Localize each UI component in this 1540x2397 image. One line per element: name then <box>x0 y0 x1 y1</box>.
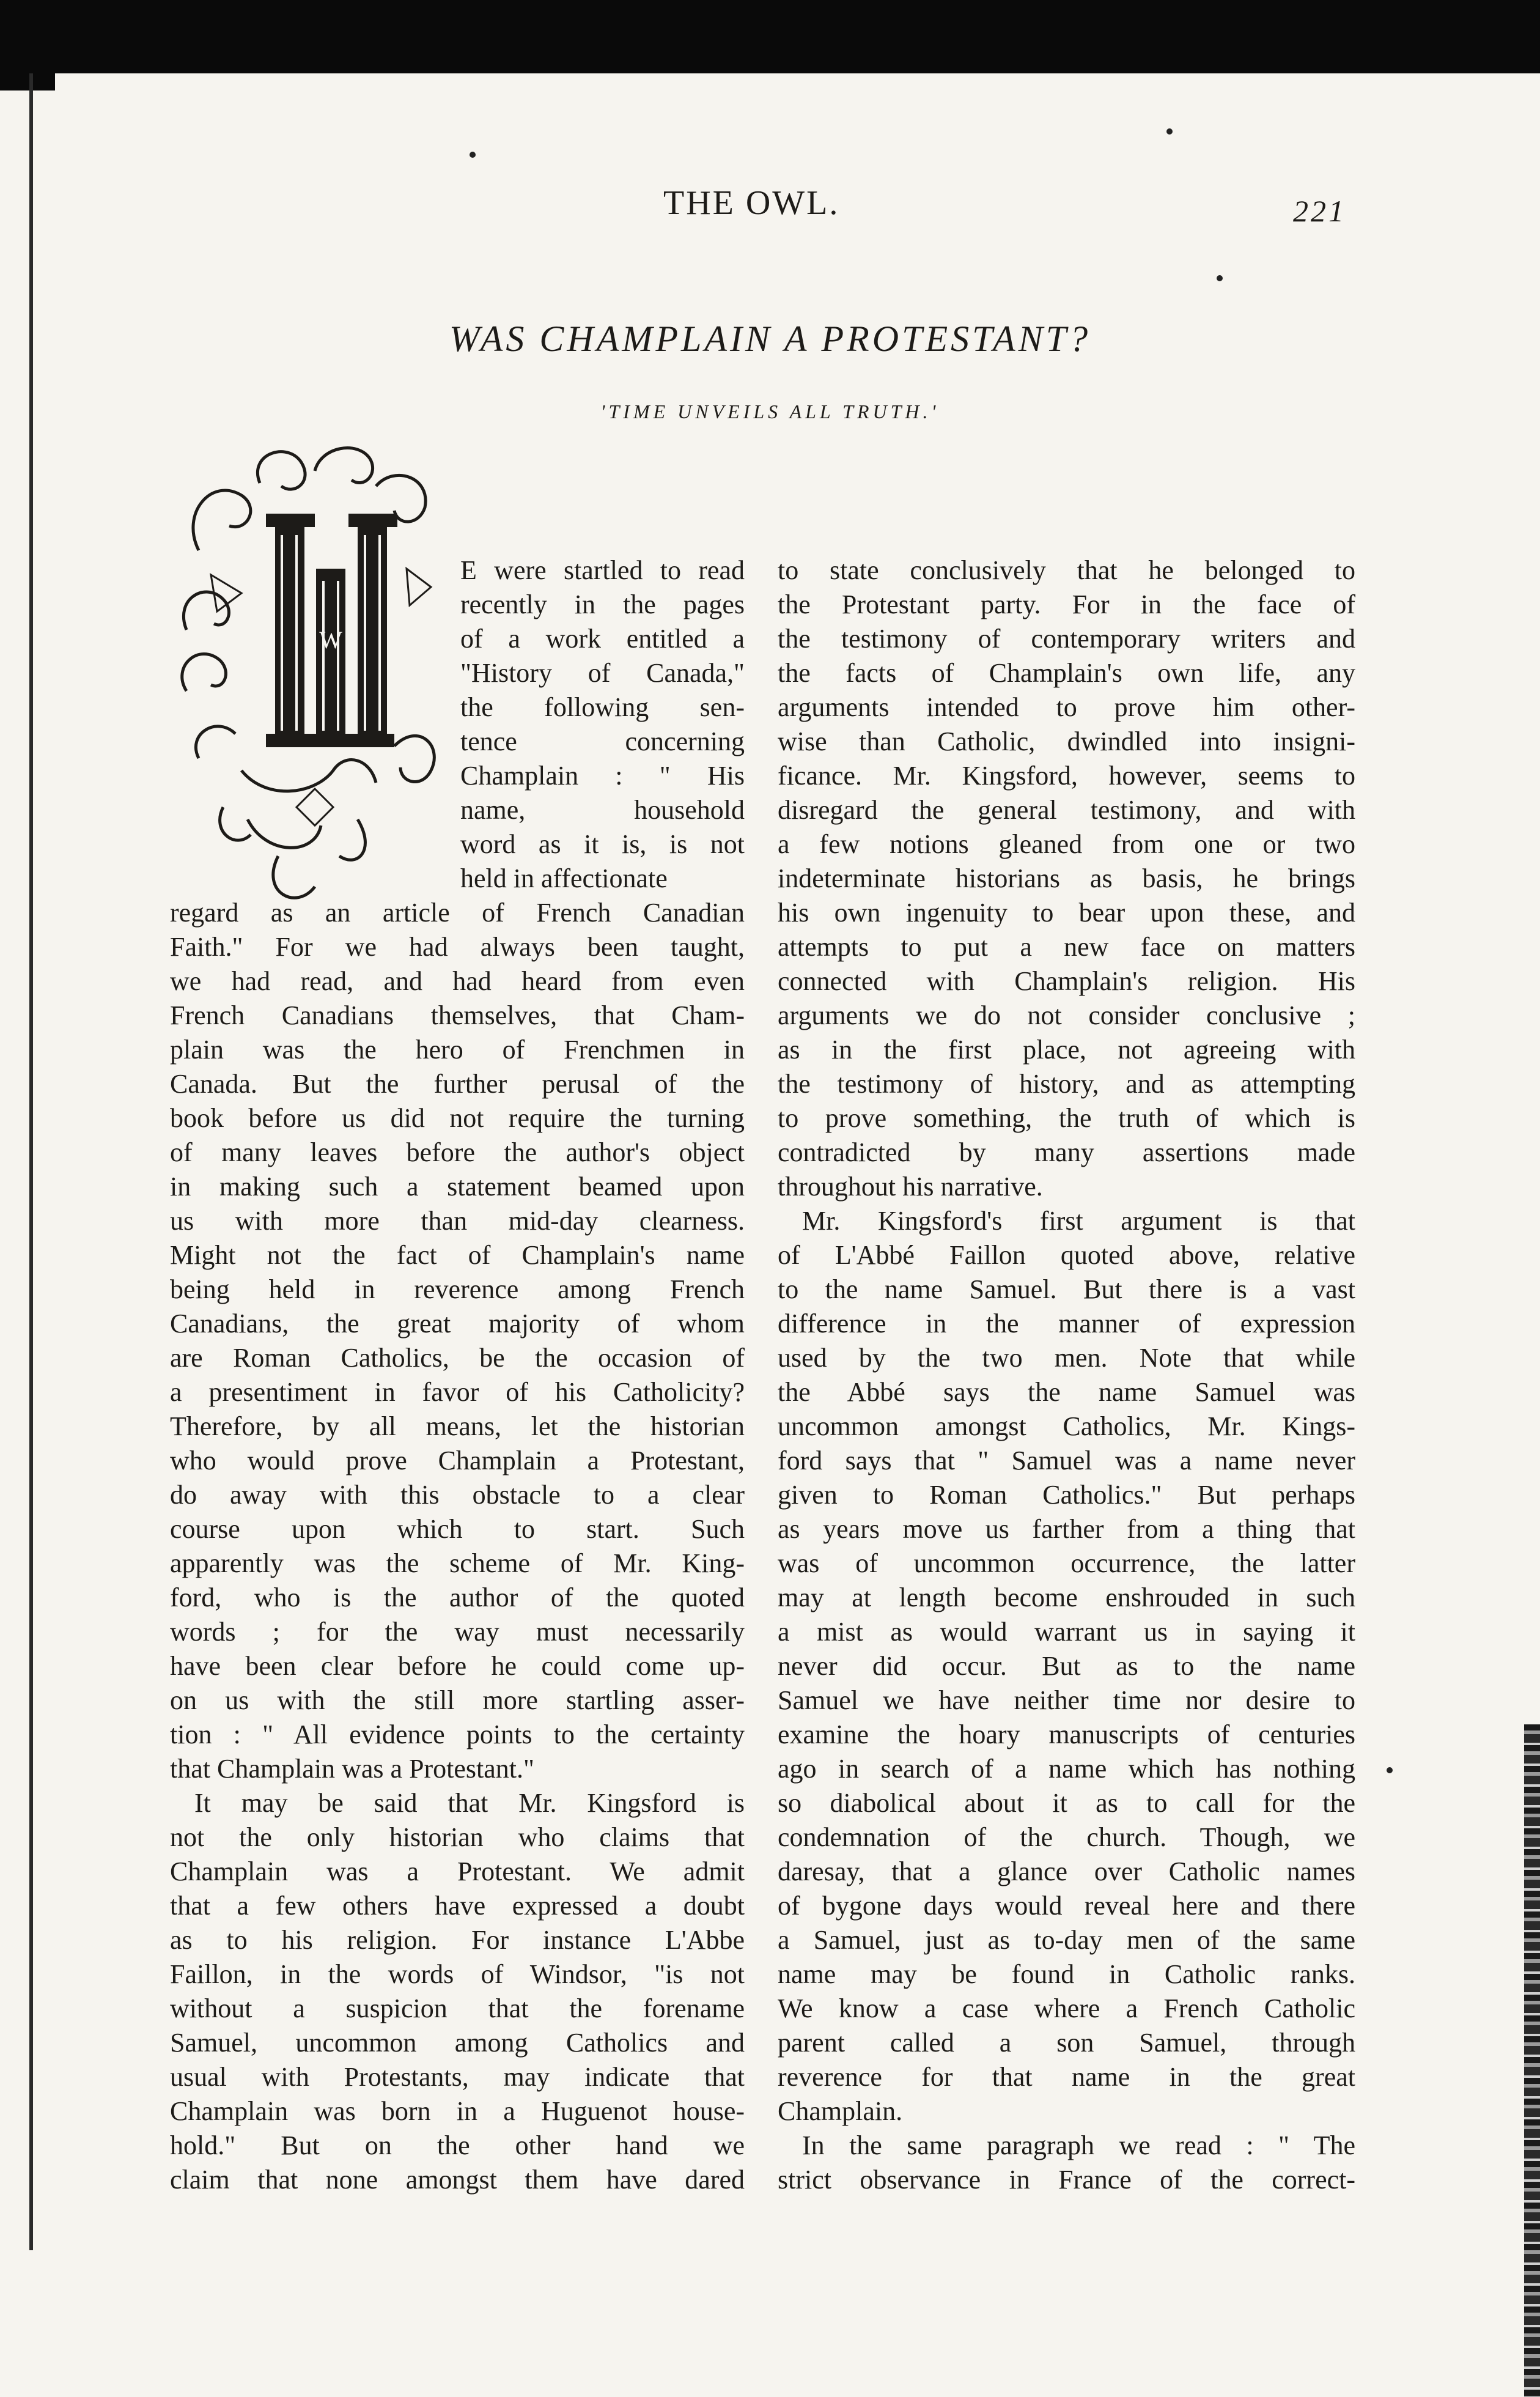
text-line: to the name Samuel. But there is a vast <box>778 1274 1355 1304</box>
text-line: a presentiment in favor of his Catholicity? <box>170 1377 745 1407</box>
text-line: strict observance in France of the correct- <box>778 2165 1355 2195</box>
text-line: ford says that " Samuel was a name never <box>778 1446 1355 1476</box>
left-column <box>170 553 745 2197</box>
text-line: indeterminate historians as basis, he brings <box>778 863 1355 893</box>
scan-left-edge <box>29 73 33 2250</box>
text-line: ficance. Mr. Kingsford, however, seems to <box>778 761 1355 791</box>
text-line: contradicted by many assertions made <box>778 1137 1355 1167</box>
text-line: regard as an article of French Canadian <box>170 898 745 928</box>
text-line: the facts of Champlain's own life, any <box>778 658 1355 688</box>
text-line: are Roman Catholics, be the occasion of <box>170 1343 745 1373</box>
text-line: name, household <box>460 795 745 825</box>
scan-right-edge <box>1524 1724 1540 2397</box>
text-line: his own ingenuity to bear upon these, and <box>778 898 1355 928</box>
text-line: Champlain was a Protestant. We admit <box>170 1856 745 1886</box>
text-line: the testimony of history, and as attempting <box>778 1069 1355 1099</box>
text-line: the testimony of contemporary writers and <box>778 624 1355 654</box>
text-line: the Protestant party. For in the face of <box>778 589 1355 619</box>
text-line: "History of Canada," <box>460 658 745 688</box>
text-line: difference in the manner of expression <box>778 1309 1355 1339</box>
text-line: We know a case where a French Catholic <box>778 1993 1355 2023</box>
text-line: held in affectionate <box>460 863 668 893</box>
text-line: hold." But on the other hand we <box>170 2130 745 2160</box>
text-line: was of uncommon occurrence, the latter <box>778 1548 1355 1578</box>
text-line: in making such a statement beamed upon <box>170 1172 745 1202</box>
text-line: word as it is, is not <box>460 829 745 859</box>
text-line: ago in search of a name which has nothing <box>778 1754 1355 1784</box>
scan-speck <box>1166 128 1173 135</box>
running-head: THE OWL. <box>663 184 840 222</box>
text-line: used by the two men. Note that while <box>778 1343 1355 1373</box>
text-line: that a few others have expressed a doubt <box>170 1891 745 1921</box>
text-line: connected with Champlain's religion. His <box>778 966 1355 996</box>
text-line: throughout his narrative. <box>778 1172 1043 1202</box>
text-line: reverence for that name in the great <box>778 2062 1355 2092</box>
text-line: condemnation of the church. Though, we <box>778 1822 1355 1852</box>
text-line: plain was the hero of Frenchmen in <box>170 1035 745 1065</box>
text-line: without a suspicion that the forename <box>170 1993 745 2023</box>
text-line: It may be said that Mr. Kingsford is <box>194 1788 745 1818</box>
text-line: examine the hoary manuscripts of centuries <box>778 1719 1355 1749</box>
text-line: Canada. But the further perusal of the <box>170 1069 745 1099</box>
text-line: us with more than mid-day clearness. <box>170 1206 745 1236</box>
text-line: daresay, that a glance over Catholic names <box>778 1856 1355 1886</box>
text-line: as years move us farther from a thing that <box>778 1514 1355 1544</box>
text-line: the following sen- <box>460 692 745 722</box>
text-line: claim that none amongst them have dared <box>170 2165 745 2195</box>
text-line: a few notions gleaned from one or two <box>778 829 1355 859</box>
text-line: course upon which to start. Such <box>170 1514 745 1544</box>
right-column <box>778 553 1355 2197</box>
text-line: on us with the still more startling asser- <box>170 1685 745 1715</box>
page-number: 221 <box>1293 194 1346 228</box>
text-line: disregard the general testimony, and with <box>778 795 1355 825</box>
text-line: as to his religion. For instance L'Abbe <box>170 1925 745 1955</box>
scan-speck <box>1387 1767 1393 1773</box>
text-line: Canadians, the great majority of whom <box>170 1309 745 1339</box>
text-line: to state conclusively that he belonged to <box>778 555 1355 585</box>
text-line: French Canadians themselves, that Cham- <box>170 1000 745 1030</box>
text-line: attempts to put a new face on matters <box>778 932 1355 962</box>
text-line: Champlain was born in a Huguenot house- <box>170 2096 745 2126</box>
text-line: parent called a son Samuel, through <box>778 2028 1355 2058</box>
scan-top-border <box>0 0 1540 73</box>
text-line: a mist as would warrant us in saying it <box>778 1617 1355 1647</box>
text-line: to prove something, the truth of which is <box>778 1103 1355 1133</box>
text-line: do away with this obstacle to a clear <box>170 1480 745 1510</box>
text-line: being held in reverence among French <box>170 1274 745 1304</box>
text-line: In the same paragraph we read : " The <box>802 2130 1355 2160</box>
text-line: arguments we do not consider conclusive ; <box>778 1000 1355 1030</box>
text-line: have been clear before he could come up- <box>170 1651 745 1681</box>
text-line: may at length become enshrouded in such <box>778 1583 1355 1612</box>
text-line: of L'Abbé Faillon quoted above, relative <box>778 1240 1355 1270</box>
text-line: who would prove Champlain a Protestant, <box>170 1446 745 1476</box>
text-line: given to Roman Catholics." But perhaps <box>778 1480 1355 1510</box>
text-line: so diabolical about it as to call for the <box>778 1788 1355 1818</box>
text-line: usual with Protestants, may indicate that <box>170 2062 745 2092</box>
text-line: name may be found in Catholic ranks. <box>778 1959 1355 1989</box>
text-line: a Samuel, just as to-day men of the same <box>778 1925 1355 1955</box>
text-line: ford, who is the author of the quoted <box>170 1583 745 1612</box>
text-line: Faillon, in the words of Windsor, "is not <box>170 1959 745 1989</box>
text-line: book before us did not require the turning <box>170 1103 745 1133</box>
scan-top-border-tail <box>0 66 55 90</box>
text-line: never did occur. But as to the name <box>778 1651 1355 1681</box>
scan-speck <box>470 152 476 158</box>
text-line: Champlain. <box>778 2096 903 2126</box>
text-line: Samuel, uncommon among Catholics and <box>170 2028 745 2058</box>
text-line: tion : " All evidence points to the certainty <box>170 1719 745 1749</box>
text-line: arguments intended to prove him other- <box>778 692 1355 722</box>
text-line: recently in the pages <box>460 589 745 619</box>
text-line: we had read, and had heard from even <box>170 966 745 996</box>
text-line: apparently was the scheme of Mr. King- <box>170 1548 745 1578</box>
drop-cap-letter: W <box>319 626 342 654</box>
text-line: tence concerning <box>460 726 745 756</box>
text-line: Might not the fact of Champlain's name <box>170 1240 745 1270</box>
text-line: Samuel we have neither time nor desire to <box>778 1685 1355 1715</box>
text-line: words ; for the way must necessarily <box>170 1617 745 1647</box>
text-line: that Champlain was a Protestant." <box>170 1754 534 1784</box>
text-line: of many leaves before the author's object <box>170 1137 745 1167</box>
text-line: wise than Catholic, dwindled into insigni- <box>778 726 1355 756</box>
text-line: E were startled to read <box>460 555 745 585</box>
text-line: uncommon amongst Catholics, Mr. Kings- <box>778 1411 1355 1441</box>
text-line: Therefore, by all means, let the historian <box>170 1411 745 1441</box>
article-title: WAS CHAMPLAIN A PROTESTANT? <box>449 319 1091 359</box>
text-line: of a work entitled a <box>460 624 745 654</box>
text-line: Mr. Kingsford's first argument is that <box>802 1206 1355 1236</box>
text-line: as in the first place, not agreeing with <box>778 1035 1355 1065</box>
scan-speck <box>1217 275 1223 281</box>
text-line: Faith." For we had always been taught, <box>170 932 745 962</box>
text-line: the Abbé says the name Samuel was <box>778 1377 1355 1407</box>
epigraph: 'TIME UNVEILS ALL TRUTH.' <box>600 401 940 423</box>
text-line: of bygone days would reveal here and there <box>778 1891 1355 1921</box>
text-line: not the only historian who claims that <box>170 1822 745 1852</box>
text-line: Champlain : " His <box>460 761 745 791</box>
